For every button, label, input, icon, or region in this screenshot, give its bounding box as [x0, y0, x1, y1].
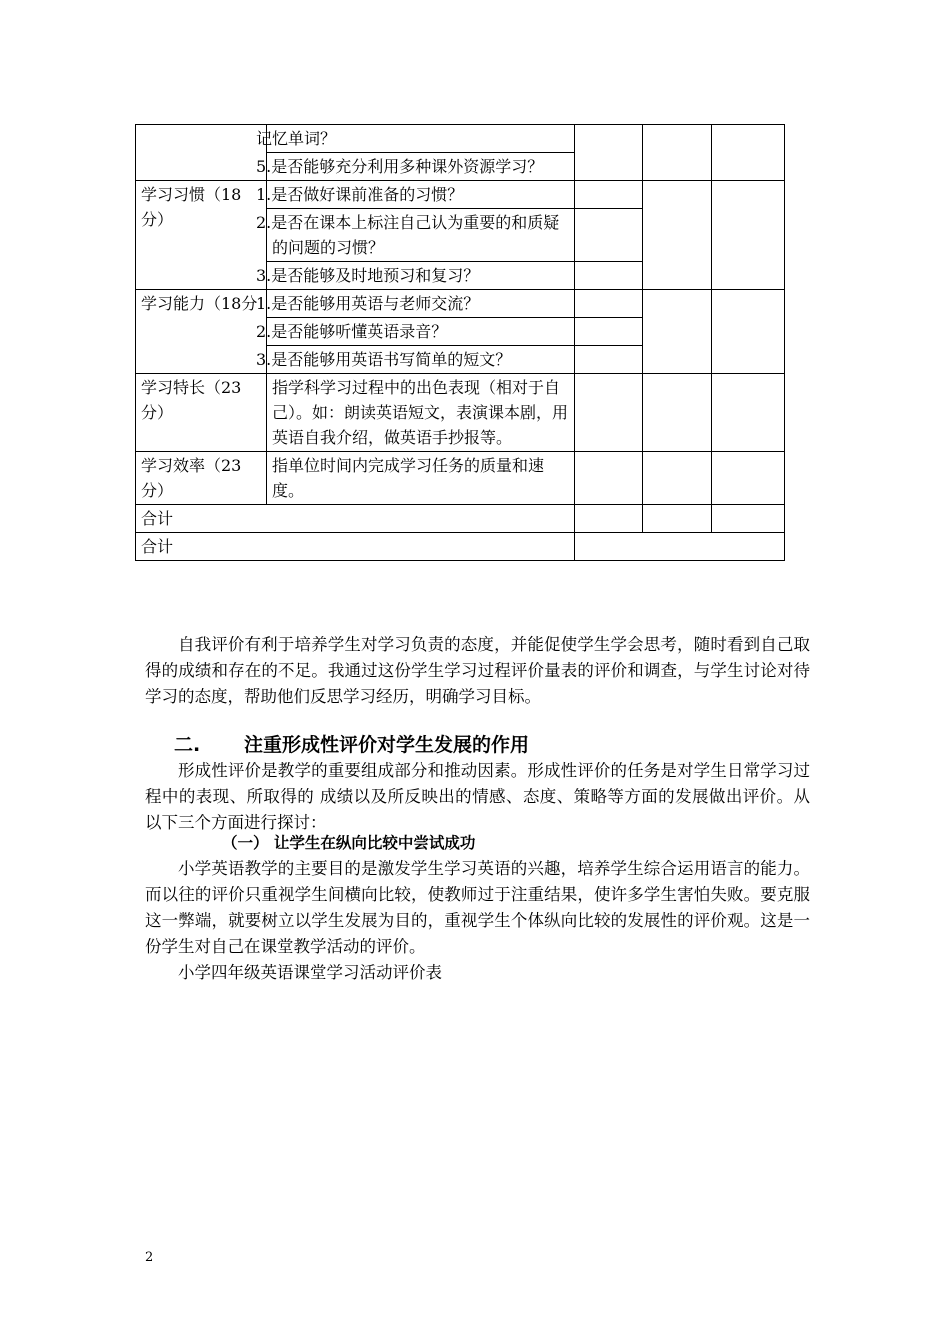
subsection-heading: （一） 让学生在纵向比较中尝试成功	[222, 834, 476, 852]
score-cell	[575, 533, 785, 561]
item-cell: 3.是否能够及时地预习和复习？	[267, 262, 575, 290]
item-cell: 1.是否做好课前准备的习惯？	[267, 181, 575, 209]
paragraph-text: 自我评价有利于培养学生对学习负责的态度，并能促使学生学会思考，随时看到自己取得的成绩和存在的不足。我通过这份学生学习过程评价量表的评价和调查，与学生讨论对待学习的态度，帮助他们反思学习经历，明确学习目标。	[145, 635, 810, 706]
table-row	[136, 290, 785, 318]
section-heading	[174, 731, 529, 759]
total-label: 合计	[136, 533, 575, 561]
table-row	[136, 374, 785, 452]
score-cell	[643, 374, 712, 452]
category-cell: 学习效率（23分）	[136, 452, 267, 505]
total-label: 合计	[136, 505, 575, 533]
item-cell: 记忆单词？	[267, 125, 575, 153]
score-cell	[575, 505, 643, 533]
table-row	[136, 125, 785, 153]
table-caption: 小学四年级英语课堂学习活动评价表	[178, 963, 442, 982]
item-cell: 2.是否在课本上标注自己认为重要的和质疑的问题的习惯？	[267, 209, 575, 262]
item-cell: 指学科学习过程中的出色表现（相对于自己）。如：朗读英语短文，表演课本剧，用英语自我介绍，做英语手抄报等。	[267, 374, 575, 452]
score-cell	[575, 346, 643, 374]
score-cell	[643, 181, 712, 290]
item-cell: 3.是否能够用英语书写简单的短文？	[267, 346, 575, 374]
score-cell	[712, 181, 785, 290]
score-cell	[575, 181, 643, 209]
paragraph-text: 小学英语教学的主要目的是激发学生学习英语的兴趣，培养学生综合运用语言的能力。而以往的评价只重视学生间横向比较，使教师过于注重结果，使许多学生害怕失败。要克服这一弊端，就要树立以学生发展为目的，重视学生个体纵向比较的发展性的评价观。这是一份学生对自己在课堂教学活动的评价。	[145, 859, 810, 956]
paragraph-formative	[145, 758, 810, 836]
item-cell: 1.是否能够用英语与老师交流？	[267, 290, 575, 318]
paragraph-primary-english	[145, 856, 810, 986]
category-cell	[136, 125, 267, 181]
section-number: 二.	[174, 734, 201, 756]
table-row	[136, 452, 785, 505]
paragraph-self-evaluation	[145, 632, 810, 710]
table-row-total	[136, 505, 785, 533]
score-cell	[643, 505, 712, 533]
score-cell	[712, 452, 785, 505]
score-cell	[643, 452, 712, 505]
category-cell: 学习能力（18分	[136, 290, 267, 374]
page-number: 2	[145, 1250, 154, 1265]
score-cell	[575, 262, 643, 290]
evaluation-table	[135, 124, 785, 561]
paragraph-text: 形成性评价是教学的重要组成部分和推动因素。形成性评价的任务是对学生日常学习过程中的表现、所取得的 成绩以及所反映出的情感、态度、策略等方面的发展做出评价。从以下三个方面进行探讨：	[145, 761, 810, 832]
score-cell	[575, 318, 643, 346]
table-row-grand-total	[136, 533, 785, 561]
score-cell	[575, 374, 643, 452]
item-cell: 指单位时间内完成学习任务的质量和速度。	[267, 452, 575, 505]
score-cell	[643, 290, 712, 374]
score-cell	[575, 125, 643, 181]
item-cell: 5.是否能够充分利用多种课外资源学习？	[267, 153, 575, 181]
score-cell	[712, 290, 785, 374]
item-cell: 2.是否能够听懂英语录音？	[267, 318, 575, 346]
score-cell	[712, 374, 785, 452]
score-cell	[643, 125, 712, 181]
score-cell	[575, 290, 643, 318]
category-cell: 学习习惯（18分）	[136, 181, 267, 290]
section-title: 注重形成性评价对学生发展的作用	[244, 734, 530, 756]
score-cell	[712, 505, 785, 533]
category-cell: 学习特长（23分）	[136, 374, 267, 452]
table-row	[136, 181, 785, 209]
score-cell	[575, 209, 643, 262]
score-cell	[712, 125, 785, 181]
score-cell	[575, 452, 643, 505]
